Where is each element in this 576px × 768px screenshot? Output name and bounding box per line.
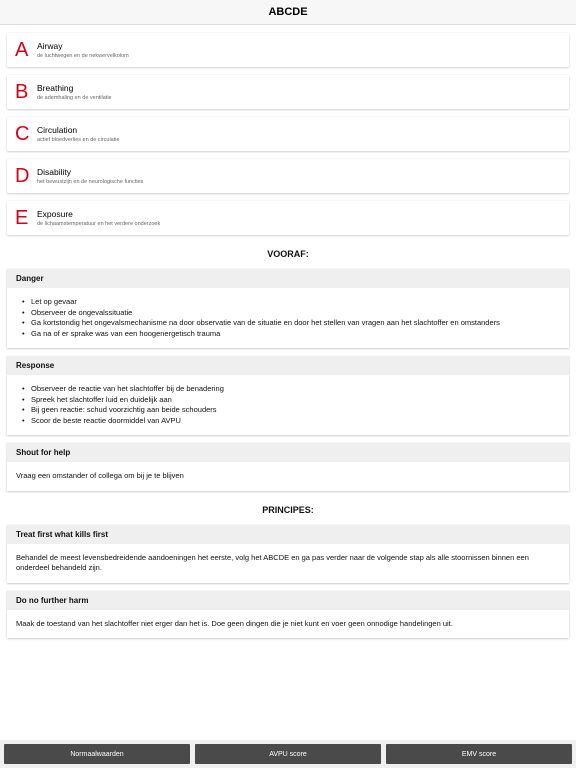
- list-item: • Observeer de reactie van het slachtoffer bij de benadering: [25, 384, 560, 395]
- abcde-item-subtitle: de ademhaling en de ventilatie: [37, 94, 112, 101]
- panel-text: Behandel de meest levensbedreidende aandoeningen het eerste, volg het ABCDE en ga pas verder naar de volgende stap als alle stoornissen binnen een onderdeel behandeld zijn.: [16, 552, 529, 572]
- panel-title: Response: [7, 356, 569, 375]
- abcde-item-disability[interactable]: [7, 159, 569, 193]
- page-title: ABCDE: [268, 6, 308, 18]
- bullet-list: [16, 384, 560, 426]
- abcde-item-subtitle: actief bloedverlies en de circulatie: [37, 136, 120, 143]
- abcde-item-title: Breathing: [37, 82, 74, 93]
- panel-text: Vraag een omstander of collega om bij je te blijven: [16, 471, 184, 480]
- abcde-letter: E: [15, 206, 29, 229]
- nav-bar: [0, 0, 576, 25]
- abcde-letter: D: [15, 164, 30, 187]
- panel-no-further-harm: [7, 591, 569, 639]
- panel-title: Do no further harm: [7, 591, 569, 610]
- panel-treat-first: [7, 525, 569, 583]
- abcde-letter: B: [15, 80, 29, 103]
- panel-text: Maak de toestand van het slachtoffer niet erger dan het is. Doe geen dingen die je niet kunt en voer geen onnodige handelingen uit.: [16, 618, 453, 628]
- emv-score-button[interactable]: EMV score: [386, 744, 572, 764]
- list-item: • Ga na of er sprake was van een hoogenergetisch trauma: [25, 329, 560, 340]
- abcde-item-subtitle: het bewustzijn en de neurologische functies: [37, 178, 144, 185]
- normaalwaarden-button[interactable]: Normaalwaarden: [4, 744, 190, 764]
- abcde-item-subtitle: de luchtwegen en de nekwervelkolom: [37, 52, 129, 59]
- list-item: • Observeer de ongevalssituatie: [25, 308, 560, 319]
- abcde-item-breathing[interactable]: [7, 75, 569, 109]
- abcde-item-exposure[interactable]: [7, 201, 569, 235]
- section-title-vooraf: VOORAF:: [267, 249, 309, 259]
- abcde-item-title: Circulation: [37, 124, 78, 135]
- abcde-item-title: Airway: [37, 40, 63, 51]
- abcde-item-title: Exposure: [37, 208, 73, 219]
- list-item: • Bij geen reactie: schud voorzichtig aan beide schouders: [25, 405, 560, 416]
- panel-title: Shout for help: [7, 443, 569, 462]
- panel-shout-for-help: [7, 443, 569, 491]
- list-item: • Ga kortstondig het ongevalsmechanisme na door observatie van de situatie en door het stellen van vragen aan het slachtoffer en omstanders: [25, 318, 560, 329]
- abcde-letter: C: [15, 122, 30, 145]
- abcde-item-title: Disability: [37, 166, 72, 177]
- list-item: • Spreek het slachtoffer luid en duidelijk aan: [25, 395, 560, 406]
- list-item: • Let op gevaar: [25, 297, 560, 308]
- main-content: [0, 25, 576, 638]
- abcde-item-circulation[interactable]: [7, 117, 569, 151]
- panel-title: Treat first what kills first: [7, 525, 569, 544]
- avpu-score-button[interactable]: AVPU score: [195, 744, 381, 764]
- panel-title: Danger: [7, 269, 569, 288]
- panel-response: [7, 356, 569, 435]
- bottom-toolbar: [0, 740, 576, 768]
- panel-danger: [7, 269, 569, 348]
- abcde-letter: A: [15, 38, 29, 61]
- abcde-item-subtitle: de lichaamstemperatuur en het verdere onderzoek: [37, 220, 161, 227]
- abcde-item-airway[interactable]: [7, 33, 569, 67]
- list-item: • Scoor de beste reactie doormiddel van AVPU: [25, 416, 560, 427]
- section-title-principes: PRINCIPES:: [262, 504, 314, 515]
- bullet-list: [16, 297, 560, 339]
